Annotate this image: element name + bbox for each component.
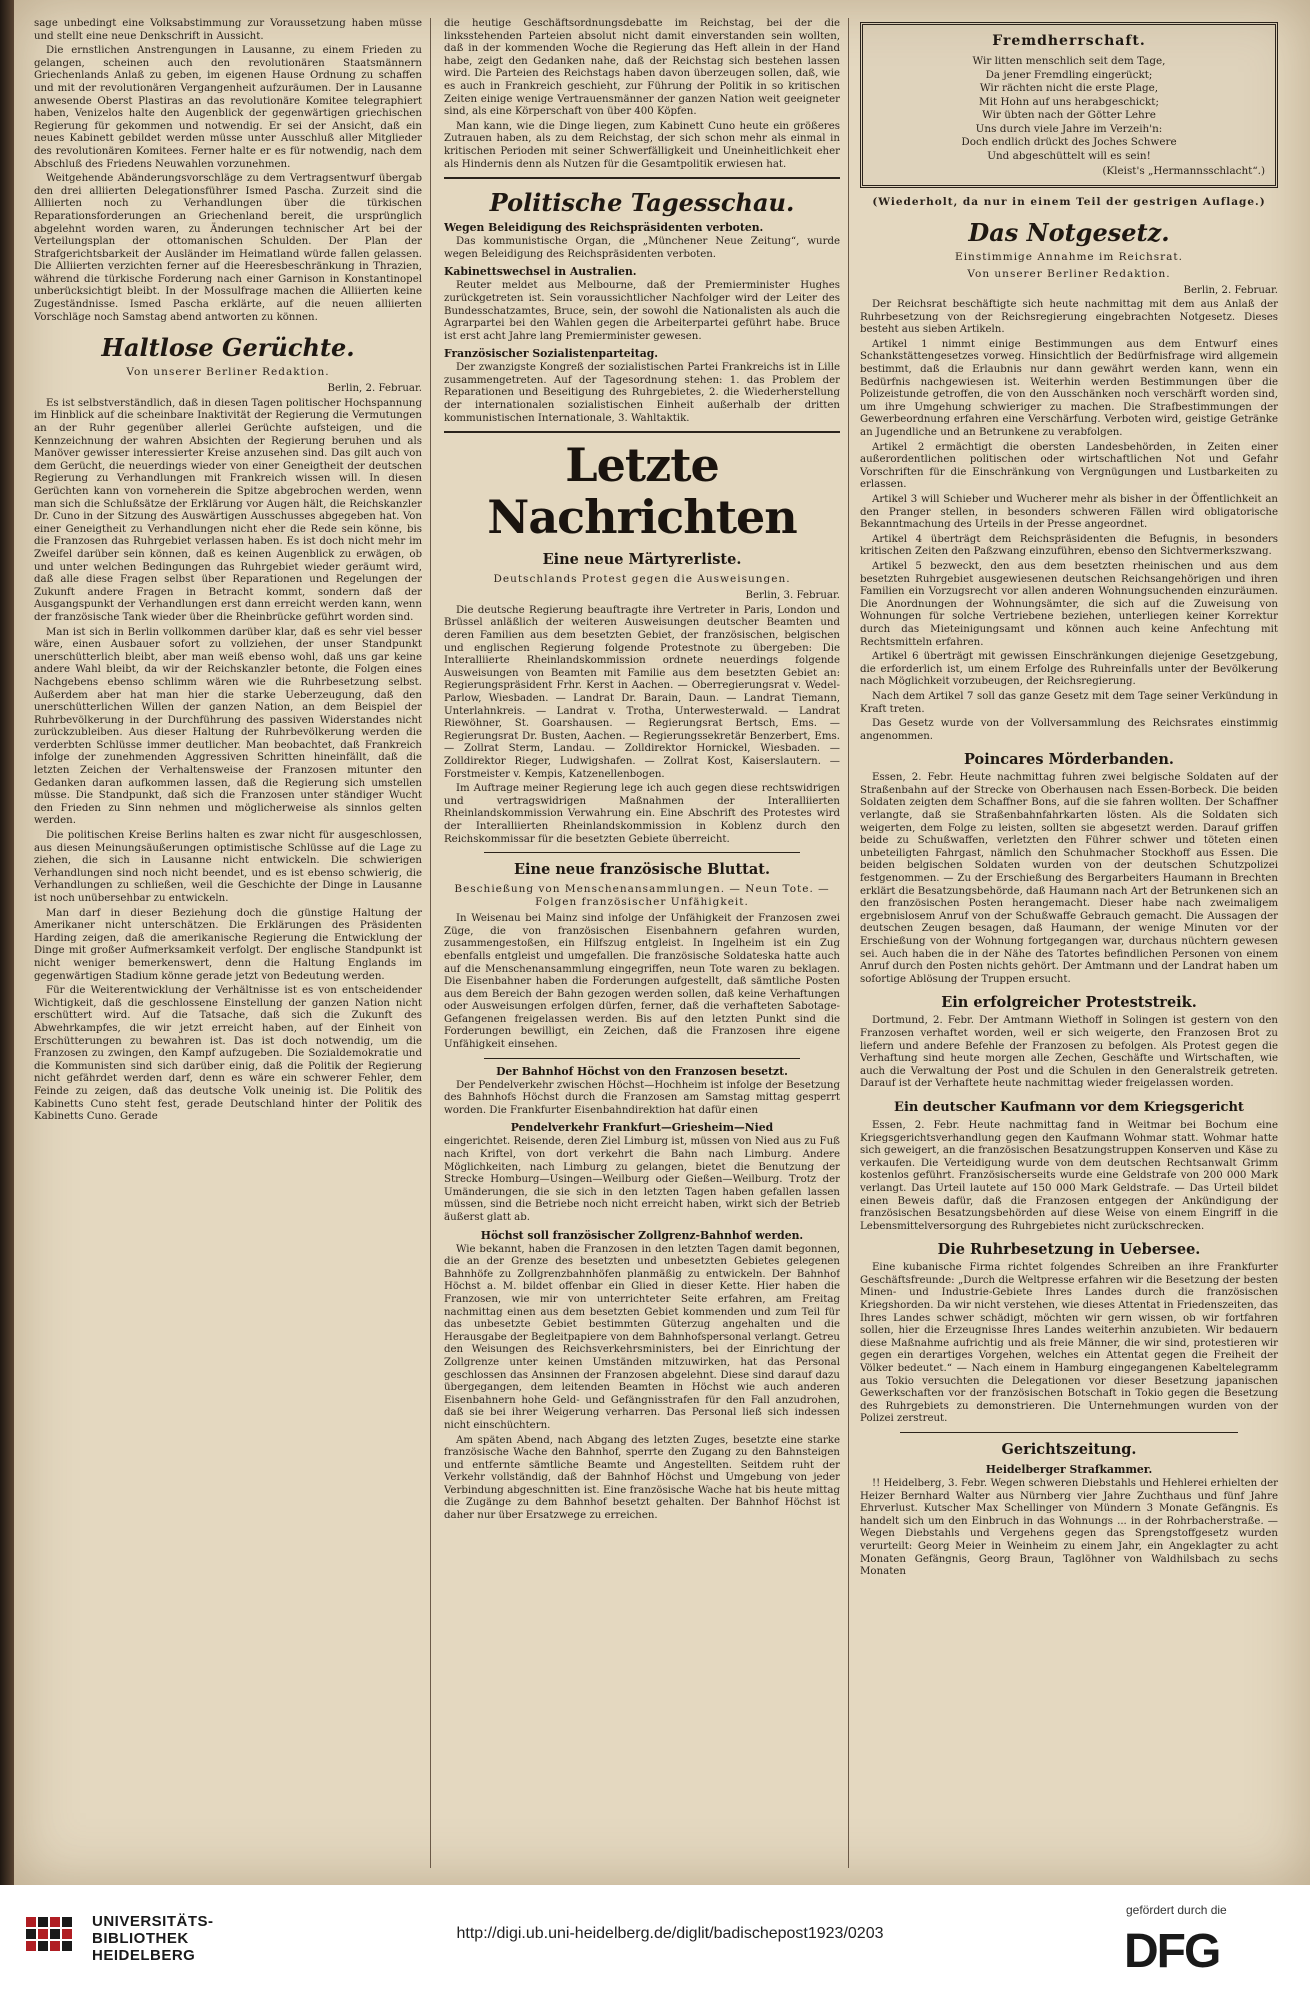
article-dateline: Berlin, 3. Februar. [745,590,840,602]
news-item-title: Wegen Beleidigung des Reichspräsidenten verboten. [444,221,764,235]
article-paragraph: Artikel 1 nimmt einige Bestimmungen aus dem Entwurf eines Schankstättengesetzes vorweg. Hinsichtlich der Bedürfnisfrage wird allgemein bestimmt, daß die Erlaubnis nur dann gewährt werden kann, wenn ein Bedürfnis nachgewiesen ist. Weiterhin werden Bestimmungen über die Polizeistunde getroffen, die von den Ausschänken noch verschärft worden sind, um ihre Umgehung schwieriger zu machen. Die Strafbestimmungen der Gewerbeordnung erfahren eine Verschärfung. Verboten wird, geistige Getränke an Jugendliche und an Betrunkene zu verabfolgen. [860,338,1278,439]
article-headline: Der Bahnhof Höchst von den Franzosen besetzt. [496,1064,788,1078]
news-item-title: Kabinettswechsel in Australien. [444,265,637,279]
library-name-line: UNIVERSITÄTS- [92,1913,214,1930]
column-rule [430,18,431,1868]
digitization-footer [0,1885,1310,1991]
poem-line: Wir rächten nicht die erste Plage, [979,82,1159,94]
article-divider [484,852,800,853]
article-headline: Ein deutscher Kaufmann vor dem Kriegsgericht [894,1099,1244,1115]
article-paragraph: Artikel 5 bezweckt, den aus dem besetzten rheinischen und aus dem besetzten Ruhrgebiet ausgewiesenen deutschen Reichsangehörigen und ihren Familien ein Vorzugsrecht vor allen anderen Wohnungsuchenden einzuräumen. Die Anordnungen der Wohnungsämter, die sich auf die Zuweisung von Wohnungen für solche Vertriebene beziehen, unterliegen keiner Korrektur durch das Mieteinigungsamt und können auch keine Anfechtung mit Rechtsmitteln erfahren. [860,560,1278,648]
article-headline: Die Ruhrbesetzung in Uebersee. [937,1241,1201,1259]
article-paragraph: Wie bekannt, haben die Franzosen in den letzten Tagen damit begonnen, die an der Grenze des besetzten und unbesetzten Gebietes gelegenen Bahnhöfe zu Zollgrenzbahnhöfen planmäßig zu entwickeln. Der Bahnhof Höchst a. M. bildet offenbar ein Glied in dieser Kette. Hier haben die Franzosen, wie mir von unterrichteter Seite erfahren, am Freitag nachmittag einen aus dem besetzten Gebiet kommenden und zum Teil für das unbesetzte Gebiet bestimmten Güterzug angehalten und die Herausgabe der Begleitpapiere von dem Bahnhofspersonal verlangt. Getreu den Weisungen des Reichsverkehrsministers, bei der Einrichtung der Zollgrenze unter keinen Umständen mitzuwirken, hat das Personal geschlossen das Ansinnen der Franzosen abgelehnt. Diese sind darauf dazu übergegangen, dem leitenden Beamten in Höchst wie auch anderen Eisenbahnern hohe Geld- und Gefängnisstrafen für den Fall anzudrohen, daß sie bei ihrer Weigerung verharren. Das Personal ließ sich indessen nicht einschüchtern. [444,1243,840,1431]
article-subheadline: Deutschlands Protest gegen die Ausweisungen. [493,573,791,586]
article-paragraph: Artikel 2 ermächtigt die obersten Landesbehörden, in Zeiten einer außerordentlichen politischen oder wirtschaftlichen Not und Gefahr Vorschriften für die Einschränkung von Vergnügungen und Lustbarkeiten zu erlassen. [860,441,1278,491]
section-headline: Politische Tagesschau. [489,188,795,218]
poem-line: Wir übten nach der Götter Lehre [982,109,1156,121]
article-paragraph: Eine kubanische Firma richtet folgendes Schreiben an ihre Frankfurter Geschäftsfreunde: „Durch die Weltpresse erfahren wir die Besetzung der besten Minen- und Industrie-Gebiete Ihres Landes durch die französischen Kriegshorden. Da wir nicht verstehen, wie dieses Attentat in Friedenszeiten, das Ihres Landes schwer schädigt, möchten wir gern wissen, ob wir fortfahren sollen, hier die Erzeugnisse Ihres Landes weiterhin anzubieten. Wir bedauern diese Maßnahme aufrichtig und als freie Männer, die wir sind, protestieren wir gegen ein derartiges Vorgehen, welches ein Attentat gegen die Freiheit der Völker bedeutet.“ — Nach einem in Hamburg eingegangenen Kabeltelegramm aus Tokio versuchten die Delegationen vor dieser Besetzung japanischen Gewerkschaften vor der französischen Botschaft in Tokio gegen die Besetzung des Ruhrgebiets zu demonstrieren. Die Unternehmungen wurden von der Polizei zerstreut. [860,1262,1278,1425]
news-item-text: Der zwanzigste Kongreß der sozialistischen Partei Frankreichs ist in Lille zusammengetreten. Auf der Tagesordnung stehen: 1. das Problem der Reparationen und Beseitigung des Ruhrgebietes, 2. die Wiederherstellung der internationalen sozialistischen Einheit außerhalb der dritten kommunistischen Internationale, 3. Wahltaktik. [444,362,840,424]
column-1 [34,18,422,1873]
article-dateline: Berlin, 2. Februar. [327,383,422,395]
article-paragraph: die heutige Geschäftsordnungsdebatte im Reichstag, bei der die linksstehenden Parteien absolut nicht damit einverstanden sein wollten, daß in der kommenden Woche die Regierung das Heft allein in der Hand habe, zeigt den Gedanken nahe, daß der Reichstag sich bestehen lassen wird. Die Parteien des Reichstags haben davon überzeugen sollen, daß, wie es auch in Frankreich geschieht, zur Führung der Politik in so kritischen Zeiten einige wenige Vertrauensmänner der ganzen Nation weit geeigneter sind, als eine Körperschaft von über 400 Köpfen. [444,18,840,118]
article-paragraph: Man kann, wie die Dinge liegen, zum Kabinett Cuno heute ein größeres Zutrauen haben, als zu dem Reichstag, der sich schon mehr als einmal in kritischen Perioden mit seiner Schwerfälligkeit und Uneinheitlichkeit eher als Hindernis denn als Nutzen für die Gesamtpolitik erwiesen hat. [444,120,840,170]
article-byline: Von unserer Berliner Redaktion. [126,366,330,379]
article-dateline: Berlin, 2. Februar. [1183,284,1278,296]
article-paragraph: Artikel 3 will Schieber und Wucherer mehr als bisher in der Öffentlichkeit an den Pranger stellen, in besonders schweren Fällen wird obligatorische Bekanntmachung des Urteils in der Presse angeordnet. [860,494,1278,531]
article-paragraph: Das Gesetz wurde von der Vollversammlung des Reichsrates einstimmig angenommen. [860,718,1278,742]
article-subheadline: Höchst soll französischer Zollgrenz-Bahnhof werden. [480,1228,804,1242]
section-divider [444,431,840,433]
article-paragraph: Essen, 2. Febr. Heute nachmittag fand in Weitmar bei Bochum eine Kriegsgerichtsverhandlung gegen den Kaufmann Wohmar statt. Wohmar hatte sich geweigert, an die französischen Besatzungstruppen Konserven und Käse zu verkaufen. Die Verteidigung wurde von dem deutschen Rechtsanwalt Grimm kostenlos geführt. Französischerseits wurde eine Geldstrafe von 200 000 Mark verlangt. Das Urteil lautete auf 150 000 Mark Geldstrafe. — Das Urteil bildet einen Beweis dafür, daß die Franzosen entgegen der Ankündigung der französischen Besatzungsbehörden auf diese Weise von einem Eingriff in die Lebensmittelversorgung des Ruhrgebietes nicht zurückschrecken. [860,1119,1278,1232]
article-subheadline: Pendelverkehr Frankfurt—Griesheim—Nied [510,1121,774,1135]
library-name-line: BIBLIOTHEK [92,1930,189,1947]
poem-line: Und abgeschüttelt will es sein! [987,149,1151,162]
dfg-logo-text: DFG [1124,1925,1220,1975]
article-paragraph: Man ist sich in Berlin vollkommen darüber klar, daß es sehr viel besser wäre, einen Ausbauer sofort zu vollziehen, der unser Standpunkt unerschütterlich bleibt, aber man weiß ebenso wohl, daß uns gar keine andere Wahl bleibt, da wir der Reichskanzler betonte, die Folgen eines Nachgebens ebenso schlimm wären wie die Ruhrbesetzung selbst. Außerdem aber hat man hier die starke Ueberzeugung, daß den unerschütterlichen Willen der ganzen Nation, an dem Beispiel der Ruhrbevölkerung in der Durchführung des passiven Widerstandes nicht zurückzubleiben. Aus dieser Haltung der Ruhrbevölkerung werden die verderbten Schlüsse immer deutlicher. Man beobachtet, daß Frankreich infolge der zunehmenden Aggressiven Schritten hineinfällt, daß die letzten Zeichen der Verhaltensweise der Franzosen mitunter den Gedanken daran aufkommen lassen, daß die Regierung sich umstellen müsse. Die Standpunkt, daß sich die Franzosen unter ständiger Wucht den Frieden zu Sinn nehmen und möglicherweise als sinnlos gelten werden. [34,626,422,827]
university-library-name [92,1913,214,1964]
article-paragraph: Man darf in dieser Beziehung doch die günstige Haltung der Amerikaner nicht unterschätzen. Die Erklärungen des Präsidenten Harding zeigen, daß die amerikanische Regierung die Entwicklung der Dinge mit großer Aufmerksamkeit verfolgt. Der englische Standpunkt ist nicht weniger bemerkenswert, denn die Haltung Englands im gegenwärtigen Stadium könne gerade jetzt von Bedeutung werden. [34,907,422,982]
article-paragraph: Die ernstlichen Anstrengungen in Lausanne, zu einem Frieden zu gelangen, scheinen auch den revolutionären Staatsmännern Griechenlands Anlaß zu geben, im eigenen Hause Ordnung zu schaffen und mit der revolutionären Vergangenheit aufzuräumen. Der in Lausanne anwesende Oberst Plastiras an das revolutionäre Komitee telegraphiert haben, Venizelos halte den Augenblick der gegenwärtigen griechischen Regierung für gekommen und notwendig. Er sei der Ansicht, daß ein neues Kabinett gebildet werden müsse unter Ausschluß aller Mitglieder des revolutionären Komitees. Ferner halte er es für notwendig, nach dem Abschluß des Friedens Neuwahlen vorzunehmen. [34,45,422,170]
article-subheadline: Beschießung von Menschenansammlungen. — Neun Tote. — Folgen französischer Unfähigkeit. [454,883,830,909]
poem-line: Doch endlich drückt des Joches Schwere [961,136,1177,148]
library-name-line: HEIDELBERG [92,1947,196,1964]
column-rule [848,18,849,1868]
article-headline: Haltlose Gerüchte. [101,333,355,363]
article-subheadline: Einstimmige Annahme im Reichsrat. [955,250,1183,263]
section-headline-letzte-nachrichten: Letzte Nachrichten [487,438,797,545]
article-paragraph: Der Pendelverkehr zwischen Höchst—Hochheim ist infolge der Besetzung des Bahnhofs Höchst durch die Franzosen am Samstag mittag gesperrt worden. Die Frankfurter Eisenbahndirektion hat dafür einen [444,1079,840,1116]
article-paragraph: Weitgehende Abänderungsvorschläge zu dem Vertragsentwurf übergab den drei alliierten Delegationsführer Ismed Pascha. Zurzeit sind die Alliierten noch zu Verhandlungen über die türkischen Reparationsforderungen an Griechenland bereit, die ursprünglich abgelehnt worden waren, zu Änderungen technischer Art bei der Verteilungsplan der ottomanischen Schulden. Der Plan der Strafgerichtsbarkeit der Ausländer im Heimatland würde fallen gelassen. Die Alliierten verzichten ferner auf die Heeresbeschränkung in Thrazien, während die türkische Forderung nach einer Garnison in Konstantinopel unberücksichtigt bleibt. In der Mossulfrage machen die Alliierten keine Zugeständnisse. Ismed Pascha erklärte, auf die neuen alliierten Vorschläge noch Samstag abend antworten zu können. [34,173,422,323]
news-item-text: Das kommunistische Organ, die „Münchener Neue Zeitung“, wurde wegen Beleidigung des Reichspräsidenten verboten. [444,236,840,260]
article-paragraph: Die politischen Kreise Berlins halten es zwar nicht für ausgeschlossen, aus diesen Meinungsäußerungen optimistische Schlüsse auf die Lage zu ziehen, die sich in Lausanne nicht entwickeln. Die schwierigen Verhandlungen sind noch nicht beendet, und es ist ebenso schwierig, die Verhandlungen zu schließen, weil die Geschichte der Dinge in Lausanne ist noch unübersehbar zu entwickeln. [34,830,422,904]
article-byline: Von unserer Berliner Redaktion. [967,267,1171,280]
article-paragraph: Im Auftrage meiner Regierung lege ich auch gegen diese rechtswidrigen und vertragswidrigen Maßnahmen der Interalliierten Rheinlandskommission Verwahrung ein. Eine Abschrift des Protestes wird der Interalliierten Rheinlandskommission in Koblenz durch den Reichskommissar für die besetzten Gebiete überreicht. [444,783,840,845]
article-paragraph: Essen, 2. Febr. Heute nachmittag fuhren zwei belgische Soldaten auf der Straßenbahn auf der Strecke von Oberhausen nach Essen-Borbeck. Die beiden Soldaten zeigten dem Schaffner Bons, auf die sie fahren wollten. Der Schaffner verlangte, daß sie Straßenbahnfahrkarten lösten. Als die Soldaten sich weigerten, dem Folge zu leisten, sollten sie abgesetzt werden. Darauf griffen beide zu Schußwaffen, verletzten den Führer schwer und töteten einen unbeteiligten Fahrgast, nämlich den Schuhmacher Stockhoff aus Essen. Die beiden belgischen Soldaten wurden von der deutschen Schutzpolizei festgenommen. — Zu der Erschießung des Bergarbeiters Haumann in Brechten erklärt die Besatzungsbehörde, daß Haumann nach Art der Betrunkenen sich an den französischen Posten herangemacht. Dieser habe nach zweimaligem ergebnislosem Anruf von der Schußwaffe Gebrauch gemacht. Die Aussagen der deutschen Zeugen besagen, daß Haumann, der wenige Minuten vor der Erschießung von der Wohnung fortgegangen war, durchaus nüchtern gewesen sei. Auch haben die in der Nähe des Tatortes befindlichen Personen von einem Anruf durch den Posten nichts gehört. Der Amtmann und der Landrat haben um sofortige Ablösung der Truppen ersucht. [860,772,1278,985]
article-paragraph: Der Reichsrat beschäftigte sich heute nachmittag mit dem aus Anlaß der Ruhrbesetzung von der Reichsregierung eingebrachten Notgesetz. Dieses besteht aus sieben Artikeln. [860,299,1278,336]
news-item-text: Reuter meldet aus Melbourne, daß der Premierminister Hughes zurückgetreten ist. Sein voraussichtlicher Nachfolger wird der Leiter des Bundesschatzamtes, Bruce, sein, der sowohl die Nationalisten als auch die Agrarpartei bei den Wahlen gegen die Arbeiterpartei geführt habe. Bruce ist erst acht Jahre lang Premierminister gewesen. [444,280,840,342]
poem-line: Uns durch viele Jahre im Verzeih'n: [975,122,1163,135]
poem-line: Wir litten menschlich seit dem Tage, [972,55,1166,67]
news-item-title: Französischer Sozialistenparteitag. [444,347,659,361]
article-paragraph: Nach dem Artikel 7 soll das ganze Gesetz mit dem Tage seiner Verkündung in Kraft treten. [860,690,1278,715]
article-paragraph: sage unbedingt eine Volksabstimmung zur Voraussetzung haben müsse und stellt eine neue Denkschrift in Aussicht. [34,18,422,42]
section-subheadline: Heidelberger Strafkammer. [985,1463,1153,1476]
article-paragraph: In Weisenau bei Mainz sind infolge der Unfähigkeit der Franzosen zwei Züge, die von französischen Eisenbahnern gefahren wurden, zusammengestoßen, ein Hilfszug entgleist. In Ingelheim ist ein Zug ebenfalls entgleist und umgefallen. Die französische Soldateska hatte auch auf die Menschenansammlung eingegriffen, neun Tote waren zu beklagen. Die Eisenbahner haben die Forderungen aufgestellt, daß sämtliche Posten aus dem Bereich der Bahn gezogen werden sollen, daß keine Verhaftungen oder Ausweisungen erfolgen dürfen, ferner, daß die verhafteten Sabotage-Gefangenen freigelassen werden. Bis auf den letzten Punkt sind die Forderungen bewilligt, ein Zeichen, daß die Franzosen ihre eigene Unfähigkeit einsehen. [444,913,840,1051]
article-headline: Eine neue französische Bluttat. [513,861,770,879]
article-paragraph: Artikel 4 überträgt dem Reichspräsidenten die Befugnis, in besonders kritischen Zeiten den Paßzwang einzuführen, ebenso den Sichtvermerkszwang. [860,533,1278,558]
column-2 [444,18,840,1873]
article-paragraph: Dortmund, 2. Febr. Der Amtmann Wiethoff in Solingen ist gestern von den Franzosen verhaftet worden, weil er sich weigerte, den Franzosen Brot zu liefern und andere Befehle der Franzosen zu befolgen. Als Protest gegen die Verhaftung sind heute morgen alle Zechen, Geschäfte und Wirtschaften, wie auch die Verwaltung der Post und die Schulen in den Generalstreik getreten. Darauf ist der Verhaftete heute nachmittag wieder freigelassen worden. [860,1015,1278,1090]
poem-title: Fremdherrschaft. [992,33,1146,49]
article-paragraph: Am späten Abend, nach Abgang des letzten Zuges, besetzte eine starke französische Wache den Bahnhof, sperrte den Zugang zu den Bahnsteigen und entfernte sämtliche Beamte und Angestellten. Seitdem ruht der Verkehr vollständig, daß der Bahnhof Höchst und Umgebung von jeder Verbindung abgeschnitten ist. Eine französische Wache hat bis heute mittag die Zugänge zu dem Bahnhof besetzt gehalten. Der Bahnhof Höchst ist daher nur über Ersatzwege zu erreichen. [444,1434,840,1522]
article-paragraph: eingerichtet. Reisende, deren Ziel Limburg ist, müssen von Nied aus zu Fuß nach Kriftel, von dort verkehrt die Bahn nach Limburg. Andere Möglichkeiten, nach Limburg zu gelangen, bietet die Benutzung der Strecke Homburg—Usingen—Weilburg oder Gießen—Weilburg. Trotz der Umänderungen, die sie sich in den letzten Tagen haben gefallen lassen müssen, sind die Betriebe noch nicht erreicht haben, wirkt sich der Betrieb äußerst glatt ab. [444,1136,840,1223]
article-divider [900,1432,1238,1433]
newspaper-page [14,0,1310,1885]
dfg-logo-icon [1120,1925,1290,1975]
article-paragraph: Artikel 6 überträgt mit gewissen Einschränkungen diejenige Gesetzgebung, die erforderlich ist, um einem Erfolge des Ruhreinfalls unter der Bevölkerung nach Möglichkeit vorzubeugen, der Reichsregierung. [860,651,1278,688]
column-3 [860,18,1278,1873]
permalink-url[interactable]: http://digi.ub.uni-heidelberg.de/diglit/badischepost1923/0203 [456,1925,884,1942]
section-divider [444,177,840,179]
article-headline: Ein erfolgreicher Proteststreik. [941,994,1197,1012]
poem-line: Mit Hohn auf uns herabgeschickt; [979,95,1159,108]
book-binding-edge [0,0,14,1885]
repeat-note: (Wiederholt, da nur in einem Teil der gestrigen Auflage.) [872,195,1266,208]
sponsor-caption: gefördert durch die [1126,1903,1227,1917]
poem-attribution: (Kleist's „Hermannsschlacht“.) [1102,165,1265,177]
article-headline: Das Notgesetz. [968,217,1170,247]
poem-box [860,22,1278,188]
article-headline: Poincares Mörderbanden. [964,751,1174,769]
article-paragraph: Es ist selbstverständlich, daß in diesen Tagen politischer Hochspannung im Hinblick auf die scheinbare Inaktivität der Regierung die Vermutungen an der Ruhr gegenüber allerlei Gerüchte aufsteigen, und die Kennzeichnung der wahren Absichten der Regierung beruhen und als Manöver gewisser interessierter Kreise anzusehen sind. Das gilt auch von dem Gerücht, die neuerdings wieder von einer Geneigtheit der deutschen Regierung zu Verhandlungen mit Frankreich wissen will. In diesen Gerüchten kann von vorneherein die Spitze abgebrochen werden, wenn man sich die Schlußsätze der Erklärung vor Augen hält, die Reichskanzler Dr. Cuno in der Sitzung des Auswärtigen Ausschusses abgegeben hat. Von einer Geneigtheit zu Verhandlungen nicht eher die Rede sein könne, bis die Franzosen das Ruhrgebiet verlassen haben. Es ist doch nicht mehr im Zweifel darüber sein können, daß es keinen Augenblick zu erwägen, ob und unter welchen Bedingungen das Ruhrgebiet wieder geräumt wird, daß alle diese Fragen selbst über Reparationen und Regelungen der Zukunft andere Fragen in Betracht kommt, sondern daß der Ausgangspunkt der Verhandlungen erst dann erreicht werden kann, wenn der französische Tank wieder über die Rheinbrücke geführt worden sind. [34,397,422,623]
poem-line: Da jener Fremdling eingerückt; [985,68,1153,81]
article-paragraph: Die deutsche Regierung beauftragte ihre Vertreter in Paris, London und Brüssel anläßlich der weiteren Ausweisungen deutscher Beamten und deren Familien aus dem besetzten Gebiet, der französischen, belgischen und englischen Regierung folgende Protestnote zu übergeben: Die Interalliierte Rheinlandskommission ordnete neuerdings folgende Ausweisungen von Beamten mit Familie aus dem besetzten Gebiet an: Regierungspräsident Frhr. Kerst in Aachen. — Oberregierungsrat v. Wedel-Parlow, Wiesbaden. — Landrat Dr. Barain, Daun. — Landrat Tiemann, Unterlahnkreis. — Landrat v. Trotha, Unterwesterwald. — Landrat Riewöhner, St. Goarshausen. — Regierungsrat Bertsch, Ems. — Regierungsrat Dr. Busten, Aachen. — Regierungssekretär Benzerbert, Ems. — Zollrat Sterm, Landau. — Zolldirektor Hornickel, Wiesbaden. — Zolldirektor Rieger, Ludwigshafen. — Zollrat Kost, Kaiserslautern. — Forstmeister v. Kempis, Katzenellenbogen. [444,604,840,780]
article-paragraph: !! Heidelberg, 3. Febr. Wegen schweren Diebstahls und Hehlerei erhielten der Heizer Bernhard Walter aus Nürnberg vier Jahre Zuchthaus und fünf Jahre Ehrverlust. Kutscher Max Schellinger von Mündern 3 Monate Gefängnis. Es handelt sich um den Einbruch in das Wohnungs ... in der Rohrbacherstraße. — Wegen Diebstahls und Vergehens gegen das Sprengstoffgesetz wurden verurteilt: Georg Meier in Weinheim zu einem Jahr, ein Angeklagter zu acht Monaten Gefängnis, Georg Braun, Taglöhner von Waldhilsbach zu sechs Monaten [860,1478,1278,1578]
article-divider [484,1058,800,1059]
section-headline: Gerichtszeitung. [1001,1441,1137,1458]
article-paragraph: Für die Weiterentwicklung der Verhältnisse ist es von entscheidender Wichtigkeit, daß die geschlossene Einstellung der ganzen Nation nicht erschüttert wird. Auf die Tatsache, daß sich die Zukunft des Abwehrkampfes, die wir jetzt erreicht haben, auf der Einheit von Erschütterungen zu bewahren ist. Das ist doch notwendig, um die Franzosen zu zwingen, den Kampf aufzugeben. Die Sozialdemokratie und die Kommunisten sind sich darüber einig, daß die Politik der Regierung nicht gefährdet werden darf, denn es wäre ein schwerer Fehler, dem Feinde zu zeigen, daß das deutsche Volk uneinig ist. Die Politik des Kabinetts Cuno steht fest, gerade Deutschland hinter der Politik des Kabinetts Cuno. Gerade [34,985,422,1123]
article-headline: Eine neue Märtyrerliste. [542,551,742,569]
